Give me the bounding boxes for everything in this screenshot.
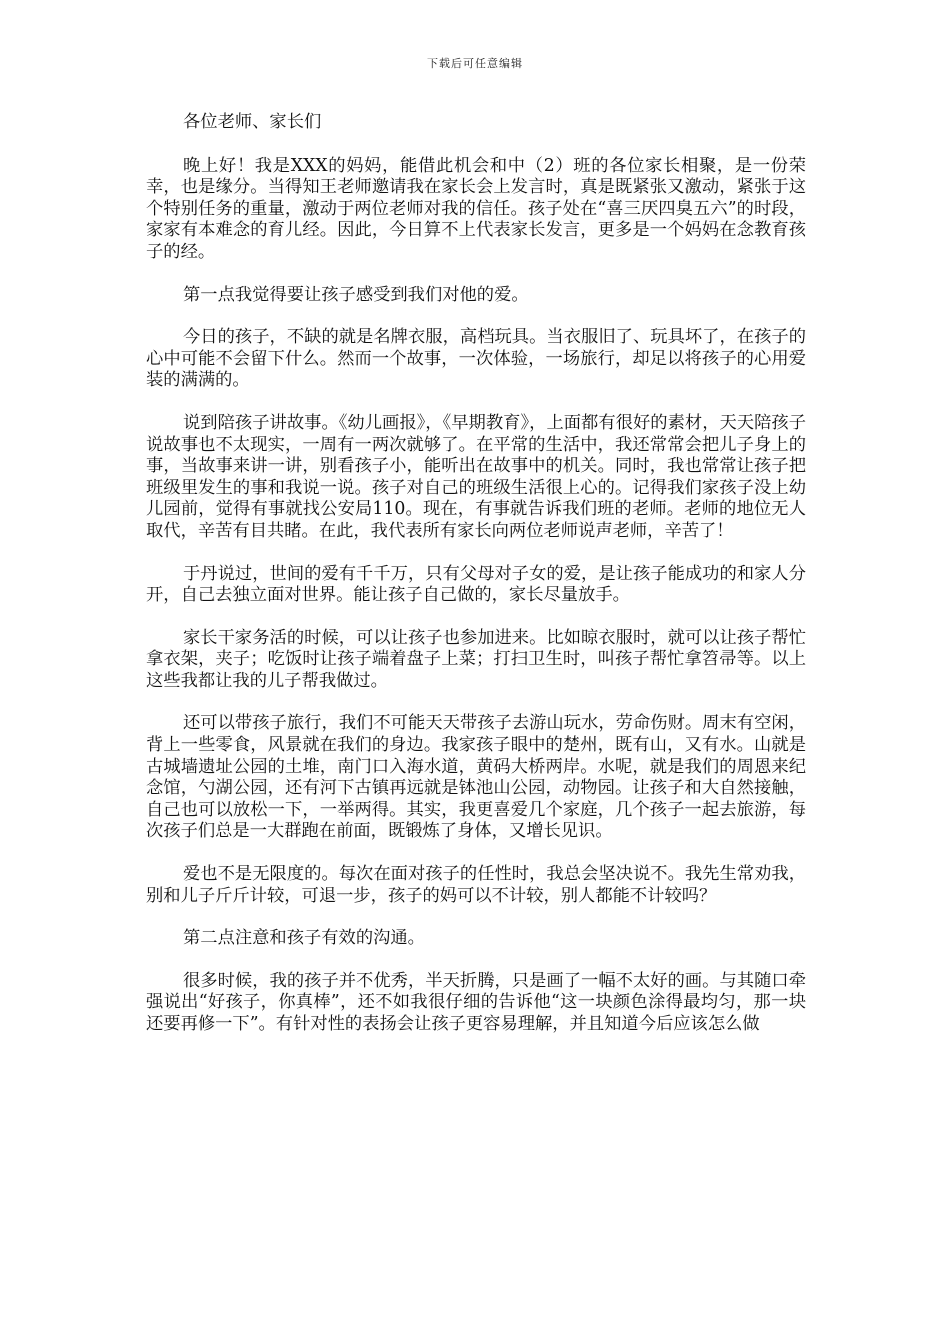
paragraph-storytelling: 说到陪孩子讲故事。《幼儿画报》，《早期教育》，上面都有很好的素材，天天陪孩子说故事也不太现实，一周有一两次就够了。在平常的生活中，我还常常会把儿子身上的事，当故事来讲一讲，别看孩子小，能听出在故事中的机关。同时，我也常常让孩子把班级里发生的事和我说一说。孩子对自己的班级生活很上心的。记得我们家孩子没上幼儿园前，觉得有事就找公安局110。现在，有事就告诉我们班的老师。老师的地位无人取代，辛苦有目共睹。在此，我代表所有家长向两位老师说声老师，辛苦了！: [146, 412, 806, 541]
paragraph-communication: 很多时候，我的孩子并不优秀，半天折腾，只是画了一幅不太好的画。与其随口牵强说出“好孩子，你真棒”，还不如我很仔细的告诉他“这一块颜色涂得最均匀，那一块还要再修一下”。有针对性的表扬会让孩子更容易理解，并且知道今后应该怎么做: [146, 970, 806, 1034]
salutation: 各位老师、家长们: [183, 112, 322, 132]
paragraph-point-one-heading: 第一点我觉得要让孩子感受到我们对他的爱。: [183, 284, 529, 305]
document-body: [146, 112, 806, 1057]
paragraph-today-children: 今日的孩子，不缺的就是名牌衣服，高档玩具。当衣服旧了、玩具坏了，在孩子的心中可能不会留下什么。然而一个故事，一次体验，一场旅行，却足以将孩子的心用爱装的满满的。: [146, 327, 806, 391]
paragraph-yu-dan: 于丹说过，世间的爱有千千万，只有父母对子女的爱，是让孩子能成功的和家人分开，自己去独立面对世界。能让孩子自己做的，家长尽量放手。: [146, 563, 806, 606]
paragraph-limits: 爱也不是无限度的。每次在面对孩子的任性时，我总会坚决说不。我先生常劝我，别和儿子斤斤计较，可退一步，孩子的妈可以不计较，别人都能不计较吗？: [146, 864, 806, 906]
paragraph-travel: 还可以带孩子旅行，我们不可能天天带孩子去游山玩水，劳命伤财。周末有空闲，背上一些零食，风景就在我们的身边。我家孩子眼中的楚州，既有山，又有水。山就是古城墙遗址公园的土堆，南门口入海水道，黄码大桥两岸。水呢，就是我们的周恩来纪念馆，勺湖公园，还有河下古镇再远就是钵池山公园，动物园。让孩子和大自然接触，自己也可以放松一下，一举两得。其实，我更喜爱几个家庭，几个孩子一起去旅游，每次孩子们总是一大群跑在前面，既锻炼了身体，又增长见识。: [146, 713, 806, 842]
paragraph-housework: 家长干家务活的时候，可以让孩子也参加进来。比如晾衣服时，就可以让孩子帮忙拿衣架，夹子；吃饭时让孩子端着盘子上菜；打扫卫生时，叫孩子帮忙拿笤帚等。以上这些我都让我的儿子帮我做过。: [146, 627, 806, 691]
header-note: 下载后可任意编辑: [427, 57, 523, 70]
paragraph-point-two-heading: 第二点注意和孩子有效的沟通。: [183, 928, 425, 949]
paragraph-greeting: 晚上好！我是XXX的妈妈，能借此机会和中（2）班的各位家长相聚，是一份荣幸，也是缘分。当得知王老师邀请我在家长会上发言时，真是既紧张又激动，紧张于这个特别任务的重量，激动于两位老师对我的信任。孩子处在“喜三厌四臭五六”的时段，家家有本难念的育儿经。因此，今日算不上代表家长发言，更多是一个妈妈在念教育孩子的经。: [146, 155, 806, 262]
